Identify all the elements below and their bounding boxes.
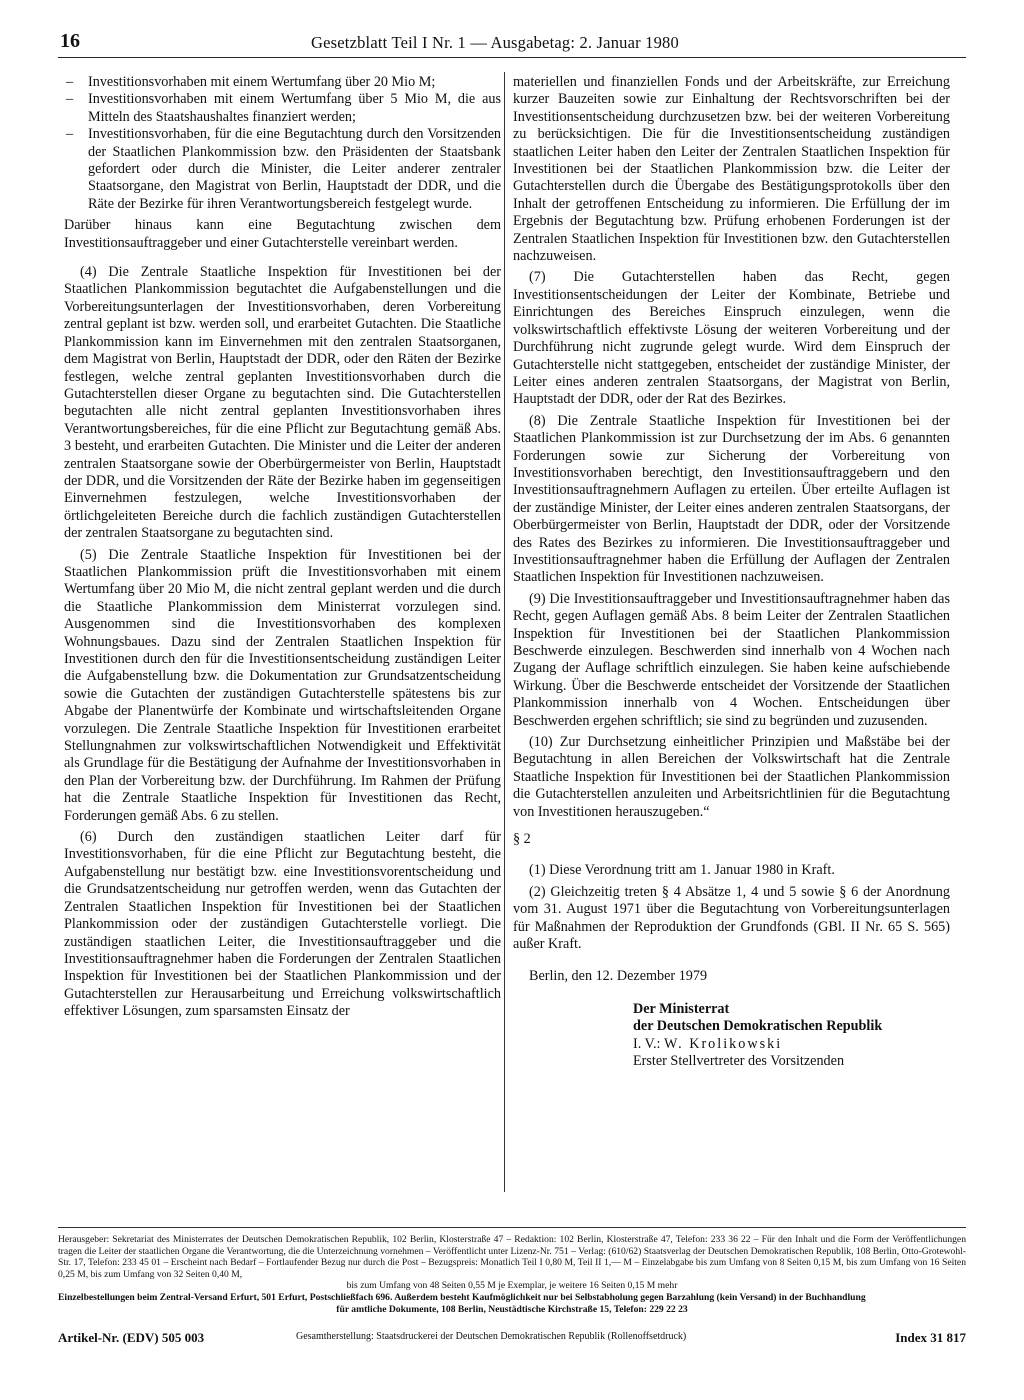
signature-issuer: Der Ministerrat <box>633 1000 730 1017</box>
paragraph-7: (7) Die Gutachterstellen haben das Recht, gegen Investitionsentscheidungen der Leiter der Kombinate, Betriebe und Einrichtungen des Bereiches Einspruch einzulegen, wenn die volkswirtschaftlich effektivste Lösung der weiteren Vorbereitung und der Durchführung nicht zugrunde gelegt wurde. Wird dem Einspruch der Gutachterstelle nicht stattgegeben, entscheidet der zuständige Minister, der Leiter eines anderen zentralen Staatsorgans, der Magistrat von Berlin, Hauptstadt der DDR, oder der Rat des Bezirkes. <box>513 269 950 408</box>
article-number: Artikel-Nr. (EDV) 505 003 <box>58 1330 205 1345</box>
imprint-text: Herausgeber: Sekretariat des Ministerrates der Deutschen Demokratischen Republik, 102 Berlin, Klosterstraße 47 – Redaktion: 102 Berlin, Klosterstraße 47, Telefon: 233 36 22 – Für den Inhalt und die Form der Veröffentlichungen tragen die Leiter der staatlichen Organe die Verantwortung, die die Unterzeichnung vornehmen – Veröffentlicht unter Lizenz-Nr. 751 – Verlag: (610/62) Staatsverlag der Deutschen Demokratischen Republik, 108 Berlin, Otto-Grotewohl-Str. 17, Telefon: 233 45 01 – Erscheint nach Bedarf – Fortlaufender Bezug nur durch die Post – Bezugspreis: Monatlich Teil I 0,80 M, Teil II 1,— M – Einzelabgabe bis zum Umfang von 8 Seiten 0,15 M, bis zum Umfang von 16 Seiten 0,25 M, bis zum Umfang von 32 Seiten 0,40 M, <box>58 1234 966 1280</box>
paragraph-6: (6) Durch den zuständigen staatlichen Leiter darf für Investitionsvorhaben, für die eine Pflicht zur Begutachtung besteht, die Aufgabenstellung nur bestätigt bzw. eine Investitionsvorentscheidung und die Grundsatzentscheidung nur getroffen werden, wenn das Gutachten der Zentralen Staatlichen Inspektion für Investitionen bei der Staatlichen Plankommission oder der zuständigen Gutachterstelle vorliegt. Die zuständigen staatlichen Leiter, die Investitionsauftraggeber und die Investitionsauftragnehmer haben die Forderungen der Zentralen Staatlichen Inspektion für Investitionen bei der Staatlichen Plankommission und der Gutachterstellen zur Herausarbeitung und Erreichung volkswirtschaftlich effektiver Lösungen, zum sparsamsten Einsatz der <box>64 829 501 1020</box>
page-number: 16 <box>60 30 80 52</box>
paragraph-6-continued: materiellen und finanziellen Fonds und der Arbeitskräfte, zur Erreichung kurzer Bauzeiten sowie zur Einhaltung der Rechtsvorschriften bei der Investitionsentscheidung durchzusetzen bzw. bei der weiteren Vorbereitung zu berücksichtigen. Die für die Investitionsentscheidung zuständigen staatlichen Leiter haben den Leiter der Zentralen Staatlichen Inspektion für Investitionen bei der Staatlichen Plankommission bzw. die Leiter der Gutachterstellen durch die Übergabe des Bestätigungsprotokolls über den Inhalt der getroffenen Entscheidung zu informieren. Die Erfüllung der im Ergebnis der Begutachtung bzw. Prüfung erhobenen Forderungen ist der Zentralen Staatlichen Inspektion für Investitionen bzw. den Gutachterstellen nachzuweisen. <box>513 74 950 265</box>
list-item: – Investitionsvorhaben, für die eine Begutachtung durch den Vorsitzenden der Staatlichen Plankommission bzw. den Präsidenten der Staatsbank gefordert oder durch die Minister, die Leiter anderer zentraler Staatsorgane, den Magistrat von Berlin, Hauptstadt der DDR, und die Räte der Bezirke für ihren Verantwortungsbereich festgelegt wurde. <box>64 126 501 213</box>
signatory-name: W. Krolikowski <box>664 1035 783 1052</box>
paragraph-5: (5) Die Zentrale Staatliche Inspektion für Investitionen bei der Staatlichen Plankommission prüft die Investitionsvorhaben mit einem Wertumfang über 20 Mio M, die nicht zentral geplant werden und die durch die Staatliche Plankommission dem Ministerrat vorzulegen sind. Ausgenommen sind die Investitionsvorhaben des komplexen Wohnungsbaues. Dazu sind der Zentralen Staatlichen Inspektion für Investitionen durch den für die Investitionsentscheidung zuständigen Leiter die Aufgabenstellung bzw. die Dokumentation zur Grundsatzentscheidung sowie die Gutachten der zuständigen Gutachterstelle spätestens bis zur Abgabe der Planentwürfe der Kombinate und wirtschaftsleitenden Organe vorzulegen. Die Zentrale Staatliche Inspektion für Investitionen erarbeitet Stellungnahmen zur volkswirtschaftlichen Notwendigkeit und Effektivität als Grundlage für die Bestätigung der Aufnahme der Investitionsvorhaben in den Plan der Vorbereitung bzw. der Durchführung. Im Rahmen der Prüfung hat die Zentrale Staatliche Inspektion für Investitionen das Recht, Forderungen gemäß Abs. 6 zu stellen. <box>64 546 501 824</box>
section2-paragraph-1: (1) Diese Verordnung tritt am 1. Januar 1980 in Kraft. <box>529 862 835 879</box>
paragraph-10: (10) Zur Durchsetzung einheitlicher Prinzipien und Maßstäbe bei der Begutachtung in allen Bereichen der Volkswirtschaft hat die Zentrale Staatliche Inspektion für Investitionen bei der Staatlichen Plankommission die Gutachterstellen anzuleiten und Arbeitsrichtlinien für die Begutachtung von Investitionen herauszugeben.“ <box>513 734 950 820</box>
footer-rule <box>58 1227 966 1228</box>
column-divider <box>504 72 505 1192</box>
signature-issuer-state: der Deutschen Demokratischen Republik <box>633 1018 883 1035</box>
paragraph-9: (9) Die Investitionsauftraggeber und Investitionsauftragnehmer haben das Recht, gegen Auflagen gemäß Abs. 8 beim Leiter der Zentralen Staatlichen Inspektion für Investitionen bei der Staatlichen Plankommission Beschwerde einzulegen. Beschwerden sind innerhalb von 4 Wochen nach Zugang der Auflage schriftlich einzulegen. Sie haben keine aufschiebende Wirkung. Über die Beschwerde entscheidet der Vorsitzende der Staatlichen Plankommission innerhalb von 4 Wochen. Entscheidungen über Beschwerden ergehen schriftlich; sie sind zu begründen und zuzusenden. <box>513 590 950 729</box>
page-header <box>58 30 966 56</box>
dash-list <box>64 74 501 213</box>
place-date: Berlin, den 12. Dezember 1979 <box>529 967 708 984</box>
signature-prefix: I. V.: <box>633 1035 661 1052</box>
footer-bottom-line <box>58 1330 966 1346</box>
imprint-price-line: bis zum Umfang von 48 Seiten 0,55 M je Exemplar, je weitere 16 Seiten 0,15 M mehr <box>346 1280 678 1292</box>
printer-note: Gesamtherstellung: Staatsdruckerei der Deutschen Demokratischen Republik (Rollenoffsetdruck) <box>296 1331 687 1342</box>
header-title: Gesetzblatt Teil I Nr. 1 — Ausgabetag: 2. Januar 1980 <box>311 33 679 52</box>
signature-block <box>513 1001 950 1071</box>
imprint-bookshop: für amtliche Dokumente, 108 Berlin, Neustädtische Kirchstraße 15, Telefon: 229 22 23 <box>336 1303 688 1315</box>
header-rule <box>58 57 966 58</box>
signature-name-line <box>513 1036 950 1053</box>
list-item: – Investitionsvorhaben mit einem Wertumfang über 20 Mio M; <box>64 74 501 91</box>
paragraph-4: (4) Die Zentrale Staatliche Inspektion für Investitionen bei der Staatlichen Plankommission begutachtet die Aufgabenstellungen und die Vorbereitungsunterlagen der Investitionsvorhaben, deren Vorbereitung zentral geplant ist bzw. werden soll, und erarbeitet Gutachten. Die Staatliche Plankommission kann im Einvernehmen mit den zentralen Staatsorganen, dem Magistrat von Berlin, Hauptstadt der DDR, oder den Räten der Bezirke festlegen, welche zentral geplanten Investitionsvorhaben durch die Gutachterstellen dieser Organe zu begutachten sind. Die Gutachterstellen begutachten alle nicht zentral geplanten Investitionsvorhaben ihres Verantwortungsbereiches, für die eine Pflicht zur Begutachtung gemäß Abs. 3 besteht, und erarbeiten Gutachten. Die Minister und die Leiter der anderen zentralen Staatsorgane sowie der Oberbürgermeister von Berlin, Hauptstadt der DDR, und die Vorsitzenden der Räte der Bezirke haben im gegenseitigen Einvernehmen festzulegen, welche Investitionsvorhaben der örtlichgeleiteten Bereiche durch die fachlich zuständigen Gutachterstellen der zentralen Staatsorgane zu begutachten sind. <box>64 264 501 542</box>
index-number: Index 31 817 <box>895 1330 966 1345</box>
section2-paragraph-2: (2) Gleichzeitig treten § 4 Absätze 1, 4 und 5 sowie § 6 der Anordnung vom 31. August 1971 über die Begutachtung von Vorbereitungsunterlagen für Maßnahmen der Reproduktion der Grundfonds (GBl. II Nr. 65 S. 565) außer Kraft. <box>513 883 950 953</box>
section-heading: § 2 <box>513 831 531 848</box>
signatory-title: Erster Stellvertreter des Vorsitzenden <box>633 1053 845 1070</box>
imprint-ordering: Einzelbestellungen beim Zentral-Versand Erfurt, 501 Erfurt, Postschließfach 696. Außerdem besteht Kaufmöglichkeit nur bei Selbstabholung gegen Barzahlung (kein Versand) in der Buchhandlung <box>58 1291 866 1303</box>
imprint <box>58 1234 966 1315</box>
right-column <box>513 74 950 1071</box>
paragraph-8: (8) Die Zentrale Staatliche Inspektion für Investitionen bei der Staatlichen Plankommission ist zur Durchsetzung der im Abs. 6 genannten Forderungen sowie zur Sicherung der Vorbereitung von Investitionsvorhaben berechtigt, den Investitionsauftraggebern und den Investitionsauftragnehmern Auflagen zu erteilen. Über erteilte Auflagen ist der zuständige Minister, der Leiter eines anderen zentralen Staatsorgans, der Oberbürgermeister von Berlin, Hauptstadt der DDR, oder der Vorsitzende des Rates des Bezirkes zu informieren. Die Investitionsauftraggeber und Investitionsauftragnehmer haben die Erfüllung der Auflagen der Zentralen Staatlichen Inspektion für Investitionen nachzuweisen. <box>513 412 950 586</box>
gazette-page <box>58 30 966 1380</box>
paragraph-additional: Darüber hinaus kann eine Begutachtung zwischen dem Investitionsauftraggeber und einer Gutachterstelle vereinbart werden. <box>64 217 501 251</box>
list-item: – Investitionsvorhaben mit einem Wertumfang über 5 Mio M, die aus Mitteln des Staatshaushaltes finanziert werden; <box>64 91 501 126</box>
left-column <box>64 74 501 1025</box>
